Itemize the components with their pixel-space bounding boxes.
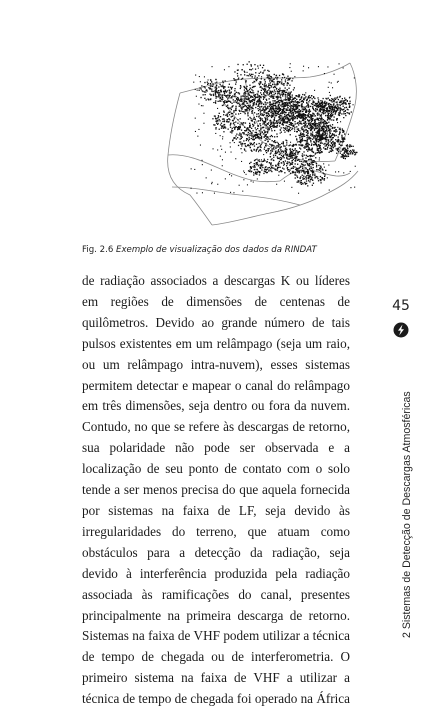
page-sidebar xyxy=(383,298,423,638)
rindat-lightning-map xyxy=(150,55,365,237)
running-head: 2 Sistemas de Detecção de Descargas Atmosféricas xyxy=(401,391,413,638)
state-border-west xyxy=(168,93,212,225)
paragraph: de radiação associados a descargas K ou líderes em regiões de dimensões de centenas de quilômetros. Devido ao grande número de tais pulsos existentes em um relâmpago (seja um raio, ou um relâmpago intra-nuvem), esses sistemas permitem detectar e mapear o canal do relâmpago em três dimensões, seja dentro ou fora da nuvem. Contudo, no que se refere às descargas de retorno, sua polaridade não pode ser observada e a localização de seu ponto de contato com o solo tende a ser menos precisa do que aquela fornecida por sistemas na faixa de LF, seja devido às irregularidades do terreno, que atuam como obstáculos para a detecção da radiação, seja devido à interferência produzida pela radiação associada às ramificações do canal, presentes principalmente na primeira descarga de retorno. Sistemas na faixa de VHF podem utilizar a técnica de tempo de chegada ou de interferometria. O primeiro sistema na faixa de VHF a utilizar a técnica de tempo de chegada foi operado na África xyxy=(82,273,351,707)
page-number: 45 xyxy=(392,298,410,314)
lightning-bolt-icon xyxy=(393,322,409,338)
figure-caption xyxy=(82,245,372,255)
figure-title: Exemplo de visualização dos dados da RINDAT xyxy=(116,245,317,255)
lightning-strike-dots xyxy=(191,61,358,194)
figure-label: Fig. 2.6 xyxy=(82,245,114,255)
state-border-mid xyxy=(168,155,280,182)
body-text xyxy=(82,271,350,710)
coastline xyxy=(212,171,358,225)
